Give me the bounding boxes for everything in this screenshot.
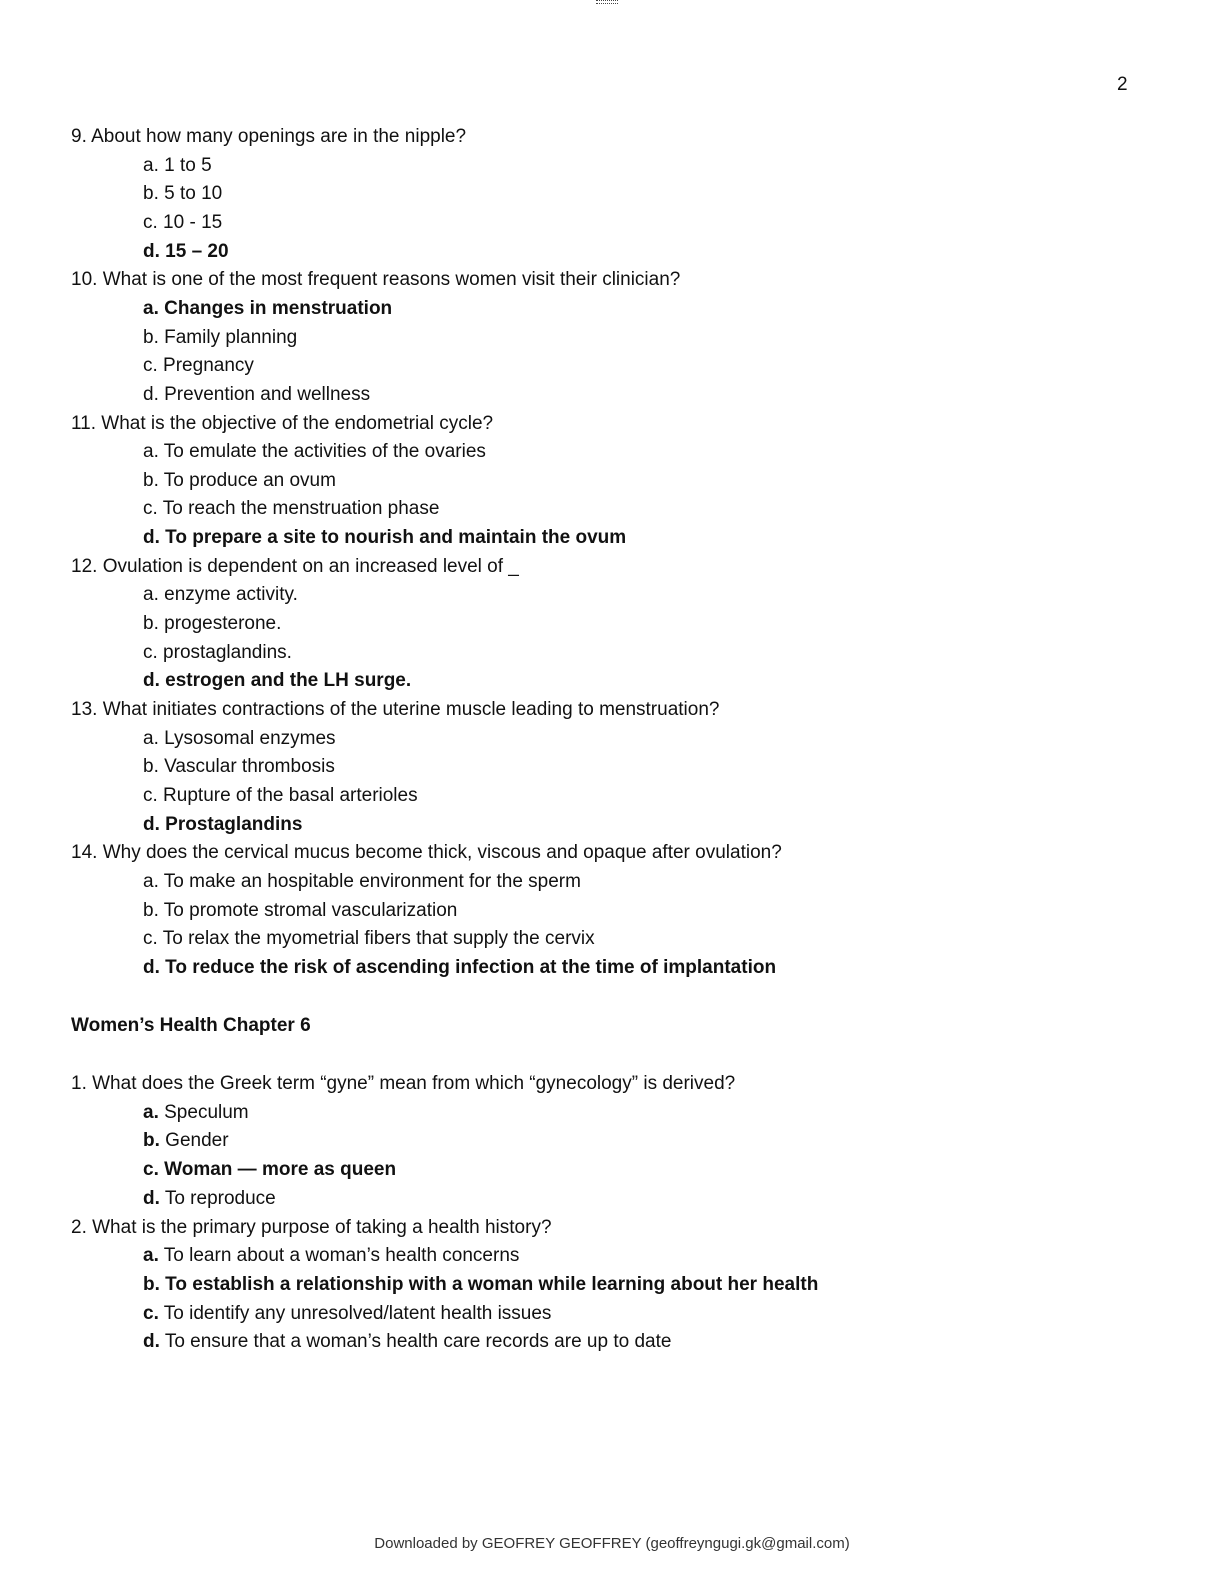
option-letter: d. — [143, 240, 160, 262]
answer-option — [143, 440, 486, 464]
option-letter: d. — [143, 383, 159, 405]
option-letter: a. — [143, 441, 159, 463]
answer-option — [143, 182, 222, 206]
option-text: To prepare a site to nourish and maintain the ovum — [159, 527, 627, 549]
option-text: To produce an ovum — [158, 469, 336, 491]
option-text: estrogen and the LH surge. — [159, 670, 412, 692]
option-letter: b. — [143, 326, 159, 348]
option-text: To identify any unresolved/latent health issues — [158, 1302, 552, 1324]
option-letter: b. — [143, 613, 159, 635]
answer-option — [143, 1273, 818, 1297]
answer-option — [143, 240, 229, 264]
option-text: Changes in menstruation — [158, 297, 393, 319]
option-letter: d. — [143, 956, 160, 978]
option-text: enzyme activity. — [158, 584, 298, 606]
answer-option — [143, 755, 335, 779]
option-text: To learn about a woman’s health concerns — [158, 1245, 520, 1267]
answer-option — [143, 497, 439, 521]
answer-option — [143, 727, 336, 751]
option-text: Lysosomal enzymes — [158, 727, 336, 749]
option-letter: c. — [143, 498, 158, 520]
option-letter: a. — [143, 297, 159, 319]
question-text: 9. About how many openings are in the nipple? — [71, 126, 467, 147]
question-text: 1. What does the Greek term “gyne” mean from which “gynecology” is derived? — [71, 1073, 736, 1094]
option-letter: a. — [143, 1101, 159, 1123]
answer-option — [143, 784, 418, 808]
answer-option — [143, 326, 297, 350]
answer-option — [143, 583, 298, 607]
answer-option — [143, 383, 370, 407]
answer-option — [143, 1330, 671, 1354]
answer-option — [143, 870, 581, 894]
option-text: To reproduce — [159, 1187, 276, 1209]
answer-option — [143, 1101, 249, 1125]
option-text: To establish a relationship with a woman while learning about her health — [159, 1273, 819, 1295]
option-letter: d. — [143, 670, 160, 692]
option-letter: b. — [143, 1130, 160, 1152]
option-letter: b. — [143, 183, 159, 205]
answer-option — [143, 669, 411, 693]
answer-option — [143, 1302, 551, 1326]
question-text: 12. Ovulation is dependent on an increased level of _ — [71, 555, 519, 577]
answer-option — [143, 1244, 519, 1268]
option-text: To reach the menstruation phase — [157, 498, 440, 520]
answer-option — [143, 612, 281, 636]
option-letter: c. — [143, 784, 158, 806]
option-letter: c. — [143, 641, 158, 663]
option-text: Pregnancy — [157, 355, 254, 377]
option-text: Prostaglandins — [159, 813, 303, 835]
option-text: Vascular thrombosis — [158, 756, 335, 778]
page-number: 2 — [1117, 74, 1128, 95]
option-letter: d. — [143, 1331, 160, 1353]
option-letter: a. — [143, 727, 159, 749]
answer-option — [143, 927, 595, 951]
option-text: Family planning — [158, 326, 298, 348]
option-text: To ensure that a woman’s health care records are up to date — [159, 1331, 672, 1353]
option-letter: c. — [143, 211, 158, 233]
option-text: Speculum — [158, 1101, 249, 1123]
option-text: Gender — [159, 1130, 229, 1152]
answer-option — [143, 211, 222, 235]
question-text: 10. What is one of the most frequent reasons women visit their clinician? — [71, 269, 681, 291]
option-letter: b. — [143, 469, 159, 491]
option-text: To reduce the risk of ascending infection at the time of implantation — [159, 956, 777, 978]
question-text: 13. What initiates contractions of the uterine muscle leading to menstruation? — [71, 699, 720, 720]
option-letter: c. — [143, 1302, 159, 1324]
option-text: To relax the myometrial fibers that supply the cervix — [157, 928, 595, 950]
option-text: To promote stromal vascularization — [158, 899, 458, 921]
option-letter: d. — [143, 813, 160, 835]
option-text: Prevention and wellness — [158, 383, 371, 405]
option-letter: b. — [143, 899, 159, 921]
option-text: 10 - 15 — [157, 211, 223, 233]
section-heading: Women’s Health Chapter 6 — [71, 1015, 311, 1036]
option-letter: c. — [143, 928, 158, 950]
option-letter: c. — [143, 1159, 159, 1181]
option-letter: d. — [143, 1187, 160, 1209]
answer-option — [143, 813, 302, 837]
answer-option — [143, 899, 457, 923]
answer-option — [143, 354, 254, 378]
answer-option — [143, 1129, 229, 1153]
option-text: prostaglandins. — [157, 641, 292, 663]
answer-option — [143, 469, 336, 493]
option-letter: a. — [143, 154, 159, 176]
option-text: Woman — more as queen — [158, 1159, 397, 1181]
option-letter: b. — [143, 1273, 160, 1295]
answer-option — [143, 1187, 276, 1211]
option-letter: d. — [143, 527, 160, 549]
download-footer: Downloaded by GEOFREY GEOFFREY (geoffreyngugi.gk@gmail.com) — [374, 1535, 850, 1552]
option-text: Rupture of the basal arterioles — [157, 784, 418, 806]
answer-option — [143, 1158, 396, 1182]
question-text: 14. Why does the cervical mucus become thick, viscous and opaque after ovulation? — [71, 842, 782, 864]
question-text: 2. What is the primary purpose of taking a health history? — [71, 1216, 552, 1238]
option-text: 5 to 10 — [158, 183, 223, 205]
option-letter: a. — [143, 584, 159, 606]
option-text: progesterone. — [158, 613, 282, 635]
answer-option — [143, 641, 292, 665]
option-text: To emulate the activities of the ovaries — [158, 441, 486, 463]
answer-option — [143, 526, 626, 550]
option-letter: a. — [143, 870, 159, 892]
option-text: 1 to 5 — [158, 154, 212, 176]
option-text: To make an hospitable environment for the sperm — [158, 870, 581, 892]
option-letter: b. — [143, 756, 159, 778]
option-letter: c. — [143, 355, 158, 377]
answer-option — [143, 956, 776, 980]
question-text: 11. What is the objective of the endometrial cycle? — [71, 412, 494, 434]
answer-option — [143, 297, 392, 321]
answer-option — [143, 154, 212, 178]
option-text: 15 – 20 — [159, 240, 229, 262]
option-letter: a. — [143, 1245, 159, 1267]
header-mark — [596, 0, 618, 4]
